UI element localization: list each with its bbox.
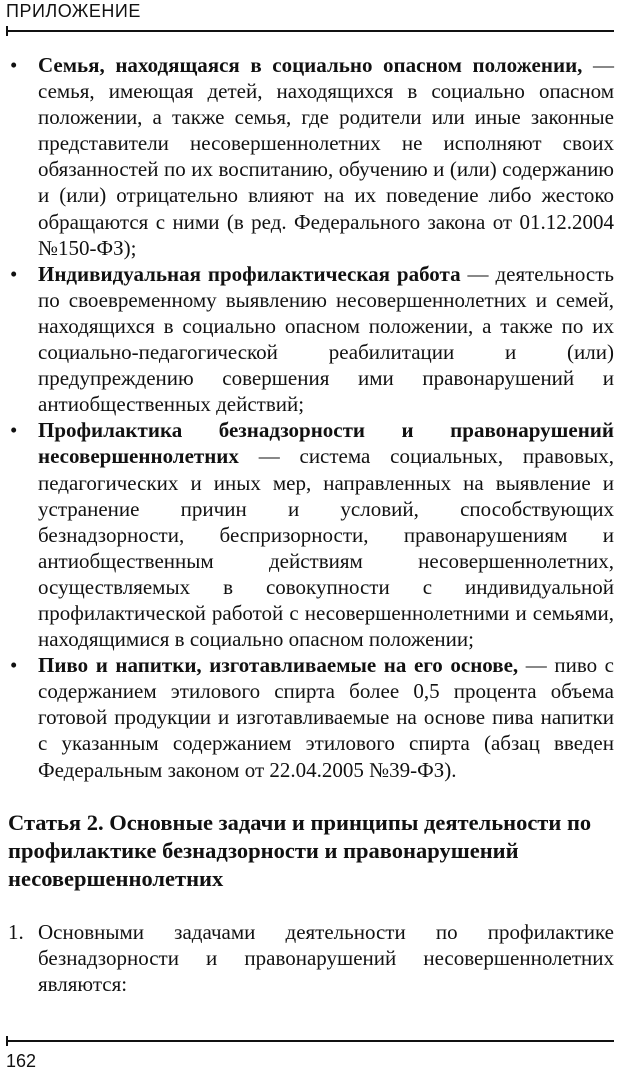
definition-term: Семья, находящаяся в социально опасном положении, bbox=[38, 53, 583, 77]
running-head: ПРИЛОЖЕНИЕ bbox=[6, 1, 141, 21]
definition-text: — пиво с содержанием этилового спирта более 0,5 процента объема готовой продукции и изготавливаемые на основе пива напитки с указанным содержанием этилового спирта (абзац введен Федеральным законом от 22.04.2005 №39-ФЗ). bbox=[38, 653, 614, 782]
bullet: • bbox=[10, 53, 18, 77]
definition-text: — система социальных, правовых, педагогических и иных мер, направленных на выявление и устранение причин и условий, способствующих безнадзорности, беспризорности, правонарушениям и антиобщественным действиям несовершеннолетних, осуществляемых в совокупности с индивидуальной профилактической работой с несовершеннолетними и семьями, находящимися в социально опасном положении; bbox=[38, 444, 614, 652]
definition-text: — деятельность по своевременному выявлению несовершеннолетних и семей, находящихся в социально опасном положении, а также по их социально-педагогической реабилитации и (или) предупреждению совершения ими правонарушений и антиобщественных действий; bbox=[38, 261, 615, 417]
task-item bbox=[8, 919, 614, 997]
page-body bbox=[8, 52, 614, 997]
task-number: 1. bbox=[8, 919, 24, 944]
page-number: 162 bbox=[6, 1051, 37, 1071]
bullet: • bbox=[10, 653, 18, 678]
task-text: Основными задачами деятельности по профилактике безнадзорности и правонарушений несовершеннолетних являются: bbox=[38, 919, 614, 996]
definitions-list bbox=[8, 52, 614, 783]
definition-text: — семья, имеющая детей, находящихся в социально опасном положении, а также семья, где родители или иные законные представители несовершеннолетних не исполняют своих обязанностей по их воспитанию, обучению и (или) содержанию и (или) отрицательно влияют на их поведение либо жестоко обращаются с ними (в ред. Федерального закона от 01.12.2004 №150-ФЗ); bbox=[38, 53, 615, 260]
tasks-list bbox=[8, 919, 614, 997]
bullet: • bbox=[10, 418, 18, 443]
definition-item bbox=[8, 261, 614, 418]
header-rule bbox=[6, 30, 614, 32]
definition-term: Профилактика безнадзорности и правонарушений несовершеннолетних bbox=[38, 418, 614, 469]
bullet: • bbox=[10, 261, 18, 286]
definition-item bbox=[8, 52, 614, 261]
definition-term: Индивидуальная профилактическая работа bbox=[38, 261, 461, 286]
definition-term: Пиво и напитки, изготавливаемые на его основе, bbox=[38, 653, 519, 678]
definition-item bbox=[8, 652, 614, 782]
definition-item bbox=[8, 417, 614, 652]
section-heading: Статья 2. Основные задачи и принципы деятельности по профилактике безнадзорности и правонарушений несовершеннолетних bbox=[8, 809, 592, 891]
footer-rule bbox=[6, 1040, 614, 1042]
